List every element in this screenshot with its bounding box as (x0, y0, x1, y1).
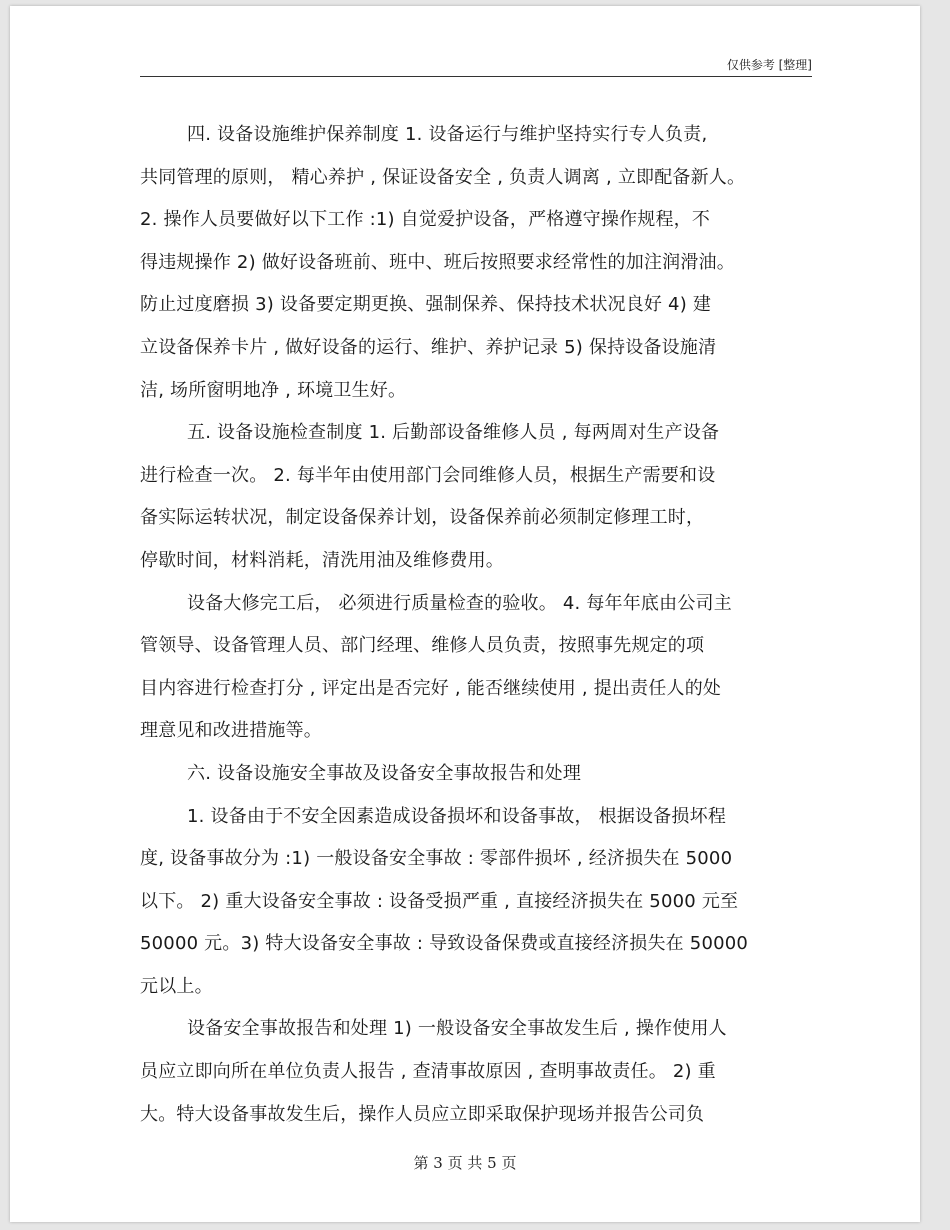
text-line: 停歇时间，材料消耗，清洗用油及维修费用。 (140, 549, 504, 571)
text-line: 设备安全事故报告和处理 1) 一般设备安全事故发生后 , 操作使用人 (187, 1018, 727, 1040)
text-line: 备实际运转状况，制定设备保养计划，设备保养前必须制定修理工时， (140, 507, 705, 529)
header-note: 仅供参考 [整理] (726, 58, 812, 72)
text-line: 进行检查一次。 2. 每半年由使用部门会同维修人员，根据生产需要和设 (140, 464, 716, 486)
text-line: 2. 操作人员要做好以下工作 :1) 自觉爱护设备，严格遵守操作规程，不 (140, 209, 711, 231)
text-line: 六. 设备设施安全事故及设备安全事故报告和处理 (187, 762, 582, 784)
text-line: 四. 设备设施维护保养制度 1. 设备运行与维护坚持实行专人负责, (187, 124, 708, 145)
header-divider (140, 76, 812, 77)
text-line: 元以上。 (140, 975, 213, 997)
text-line: 管领导、设备管理人员、部门经理、维修人员负责，按照事先规定的项 (140, 635, 705, 657)
document-body (140, 114, 815, 1136)
text-line: 得违规操作 2) 做好设备班前、班中、班后按照要求经常性的加注润滑油。 (140, 251, 735, 273)
document-page (10, 6, 920, 1222)
text-line: 洁, 场所窗明地净 , 环境卫生好。 (140, 379, 407, 401)
page-number-footer: 第 3 页 共 5 页 (413, 1154, 517, 1172)
text-line: 大。特大设备事故发生后，操作人员应立即采取保护现场并报告公司负 (140, 1103, 705, 1125)
text-line: 立设备保养卡片 , 做好设备的运行、维护、养护记录 5) 保持设备设施清 (140, 336, 717, 358)
text-line: 以下。 2) 重大设备安全事故 : 设备受损严重 , 直接经济损失在 5000 元至 (140, 890, 739, 912)
text-line: 五. 设备设施检查制度 1. 后勤部设备维修人员 , 每两周对生产设备 (187, 422, 720, 444)
text-line: 理意见和改进措施等。 (140, 720, 322, 742)
text-line: 目内容进行检查打分 , 评定出是否完好 , 能否继续使用 , 提出责任人的处 (140, 677, 722, 699)
text-line: 员应立即向所在单位负责人报告 , 查清事故原因 , 查明事故责任。 2) 重 (140, 1061, 716, 1083)
text-line: 50000 元。3) 特大设备安全事故 : 导致设备保费或直接经济损失在 50000 (140, 933, 749, 955)
text-line: 设备大修完工后， 必须进行质量检查的验收。 4. 每年年底由公司主 (187, 592, 732, 614)
text-line: 度, 设备事故分为 :1) 一般设备安全事故 : 零部件损坏 , 经济损失在 5000 (140, 848, 733, 870)
text-line: 防止过度磨损 3) 设备要定期更换、强制保养、保持技术状况良好 4) 建 (140, 294, 712, 316)
text-line: 共同管理的原则， 精心养护 , 保证设备安全 , 负责人调离 , 立即配备新人。 (140, 166, 746, 188)
text-line: 1. 设备由于不安全因素造成设备损坏和设备事故， 根据设备损坏程 (187, 805, 727, 827)
